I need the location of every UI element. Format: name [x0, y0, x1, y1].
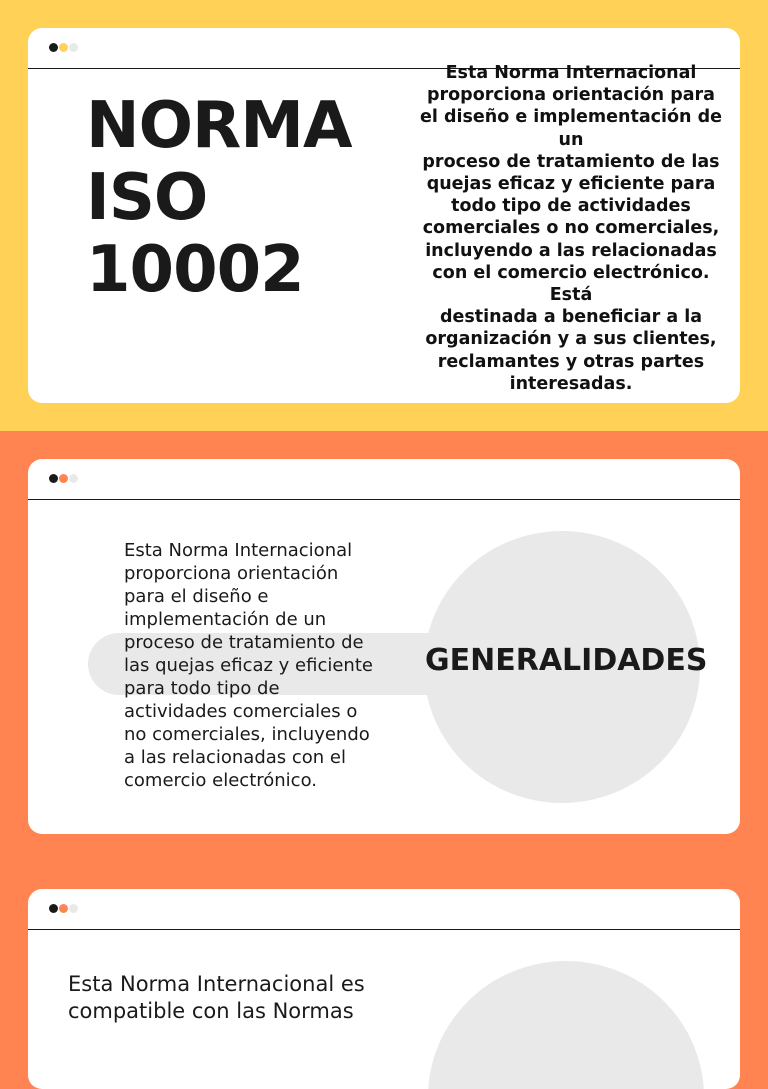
dot-black-icon	[49, 474, 58, 483]
generalidades-body	[124, 539, 414, 792]
body-line: a las relacionadas con el	[124, 747, 347, 768]
description-line: Está	[549, 285, 593, 306]
dot-gray-icon	[69, 474, 78, 483]
window-dots	[49, 904, 78, 913]
body-line: para todo tipo de	[124, 678, 280, 699]
dot-accent-icon	[59, 474, 68, 483]
title-line: NORMA	[86, 89, 352, 163]
description-line: reclamantes y otras partes	[437, 351, 705, 372]
dot-gray-icon	[69, 904, 78, 913]
body-line: comercio electrónico.	[124, 770, 317, 791]
description-line: incluyendo a las relacionadas	[425, 240, 717, 261]
description-line: proceso de tratamiento de las	[422, 151, 720, 172]
body-line: para el diseño e	[124, 586, 269, 607]
body-line: proporciona orientación	[124, 563, 339, 584]
body-line: implementación de un	[124, 609, 327, 630]
window-dots	[49, 43, 78, 52]
dot-gray-icon	[69, 43, 78, 52]
section-heading: GENERALIDADES	[425, 643, 708, 678]
norma-description	[418, 62, 724, 395]
window-title-bar	[28, 459, 740, 500]
title-line: ISO	[86, 161, 208, 235]
dot-black-icon	[49, 43, 58, 52]
description-line: organización y a sus clientes,	[425, 329, 717, 350]
description-line: con el comercio electrónico.	[432, 262, 710, 283]
body-line: las quejas eficaz y eficiente	[124, 655, 373, 676]
description-line: proporciona orientación para	[427, 85, 715, 106]
body-line: actividades comerciales o	[124, 701, 358, 722]
body-line: no comerciales, incluyendo	[124, 724, 370, 745]
page-title	[86, 90, 351, 306]
dot-accent-icon	[59, 904, 68, 913]
body-line: proceso de tratamiento de	[124, 632, 364, 653]
dot-accent-icon	[59, 43, 68, 52]
norma-iso-card	[28, 28, 740, 403]
generalidades-card	[28, 459, 740, 834]
description-line: quejas eficaz y eficiente para	[426, 174, 716, 195]
description-line: Esta Norma Internacional	[445, 63, 697, 83]
description-line: un	[558, 129, 584, 150]
body-line: compatible con las Normas	[68, 999, 354, 1023]
description-line: interesadas.	[509, 373, 633, 394]
window-dots	[49, 474, 78, 483]
description-line: todo tipo de actividades	[451, 196, 691, 217]
description-line: comerciales o no comerciales,	[422, 218, 720, 239]
description-line: el diseño e implementación de	[419, 107, 722, 128]
title-line: 10002	[86, 233, 304, 307]
body-line: Esta Norma Internacional	[124, 540, 353, 561]
body-line: Esta Norma Internacional es	[68, 972, 365, 996]
decorative-circle-shape	[428, 961, 704, 1089]
description-line: destinada a beneficiar a la	[439, 307, 703, 328]
compatibility-card	[28, 889, 740, 1089]
window-title-bar	[28, 889, 740, 930]
dot-black-icon	[49, 904, 58, 913]
compatibility-body	[68, 971, 408, 1025]
